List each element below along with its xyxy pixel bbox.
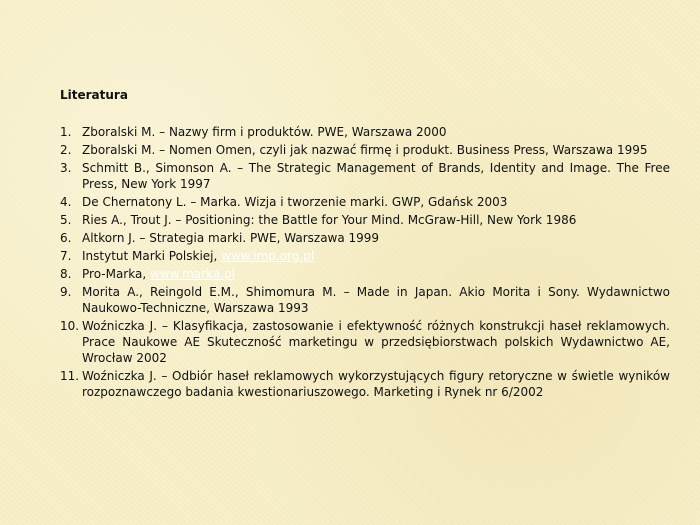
reference-number: 7.	[60, 249, 72, 263]
reference-text: Instytut Marki Polskiej,	[82, 249, 222, 263]
reference-number: 8.	[60, 267, 72, 281]
reference-item-4	[60, 194, 670, 210]
reference-item-11	[60, 368, 670, 400]
reference-text: Zboralski M. – Nomen Omen, czyli jak nazwać firmę i produkt. Business Press, Warszawa 1995	[82, 143, 648, 157]
reference-text: Altkorn J. – Strategia marki. PWE, Warszawa 1999	[82, 231, 380, 245]
reference-number: 9.	[60, 285, 72, 299]
reference-text: Woźniczka J. – Klasyfikacja, zastosowanie i efektywność różnych konstrukcji haseł reklamowych. Prace Naukowe AE Skuteczność marketingu w przedsiębiorstwach polskich Wydawnictwo AE, Wrocław 2002	[82, 319, 670, 365]
reference-number: 1.	[60, 125, 72, 139]
reference-number: 4.	[60, 195, 72, 209]
reference-item-9	[60, 284, 670, 316]
reference-item-1	[60, 124, 670, 140]
reference-item-3	[60, 160, 670, 192]
reference-item-7	[60, 248, 670, 264]
reference-item-2	[60, 142, 670, 158]
reference-item-6	[60, 230, 670, 246]
reference-text: Schmitt B., Simonson A. – The Strategic Management of Brands, Identity and Image. The Free Press, New York 1997	[82, 161, 670, 191]
reference-item-10	[60, 318, 670, 366]
reference-number: 11.	[60, 369, 80, 383]
reference-item-8	[60, 266, 670, 282]
references-list	[60, 124, 670, 400]
reference-item-5	[60, 212, 670, 228]
reference-text: Zboralski M. – Nazwy firm i produktów. PWE, Warszawa 2000	[82, 125, 447, 139]
imp-website-link[interactable]: www.imp.org.pl	[221, 249, 315, 263]
reference-text-with-link	[82, 248, 670, 264]
reference-number: 10.	[60, 319, 80, 333]
reference-text: De Chernatony L. – Marka. Wizja i tworzenie marki. GWP, Gdańsk 2003	[82, 195, 508, 209]
reference-number: 6.	[60, 231, 72, 245]
reference-number: 2.	[60, 143, 72, 157]
references-section	[60, 87, 670, 402]
reference-text: Ries A., Trout J. – Positioning: the Battle for Your Mind. McGraw-Hill, New York 1986	[82, 213, 577, 227]
marka-website-link[interactable]: www.marka.pl	[149, 267, 235, 281]
heading: Literatura	[60, 88, 128, 102]
reference-number: 5.	[60, 213, 72, 227]
reference-text-with-link	[82, 266, 670, 282]
reference-text: Woźniczka J. – Odbiór haseł reklamowych wykorzystujących figury retoryczne w świetle wyników rozpoznawczego badania kwestionariuszowego. Marketing i Rynek nr 6/2002	[82, 369, 670, 399]
reference-text: Pro-Marka,	[82, 267, 150, 281]
reference-text: Morita A., Reingold E.M., Shimomura M. – Made in Japan. Akio Morita i Sony. Wydawnictwo Naukowo-Techniczne, Warszawa 1993	[82, 285, 670, 315]
reference-number: 3.	[60, 161, 72, 175]
